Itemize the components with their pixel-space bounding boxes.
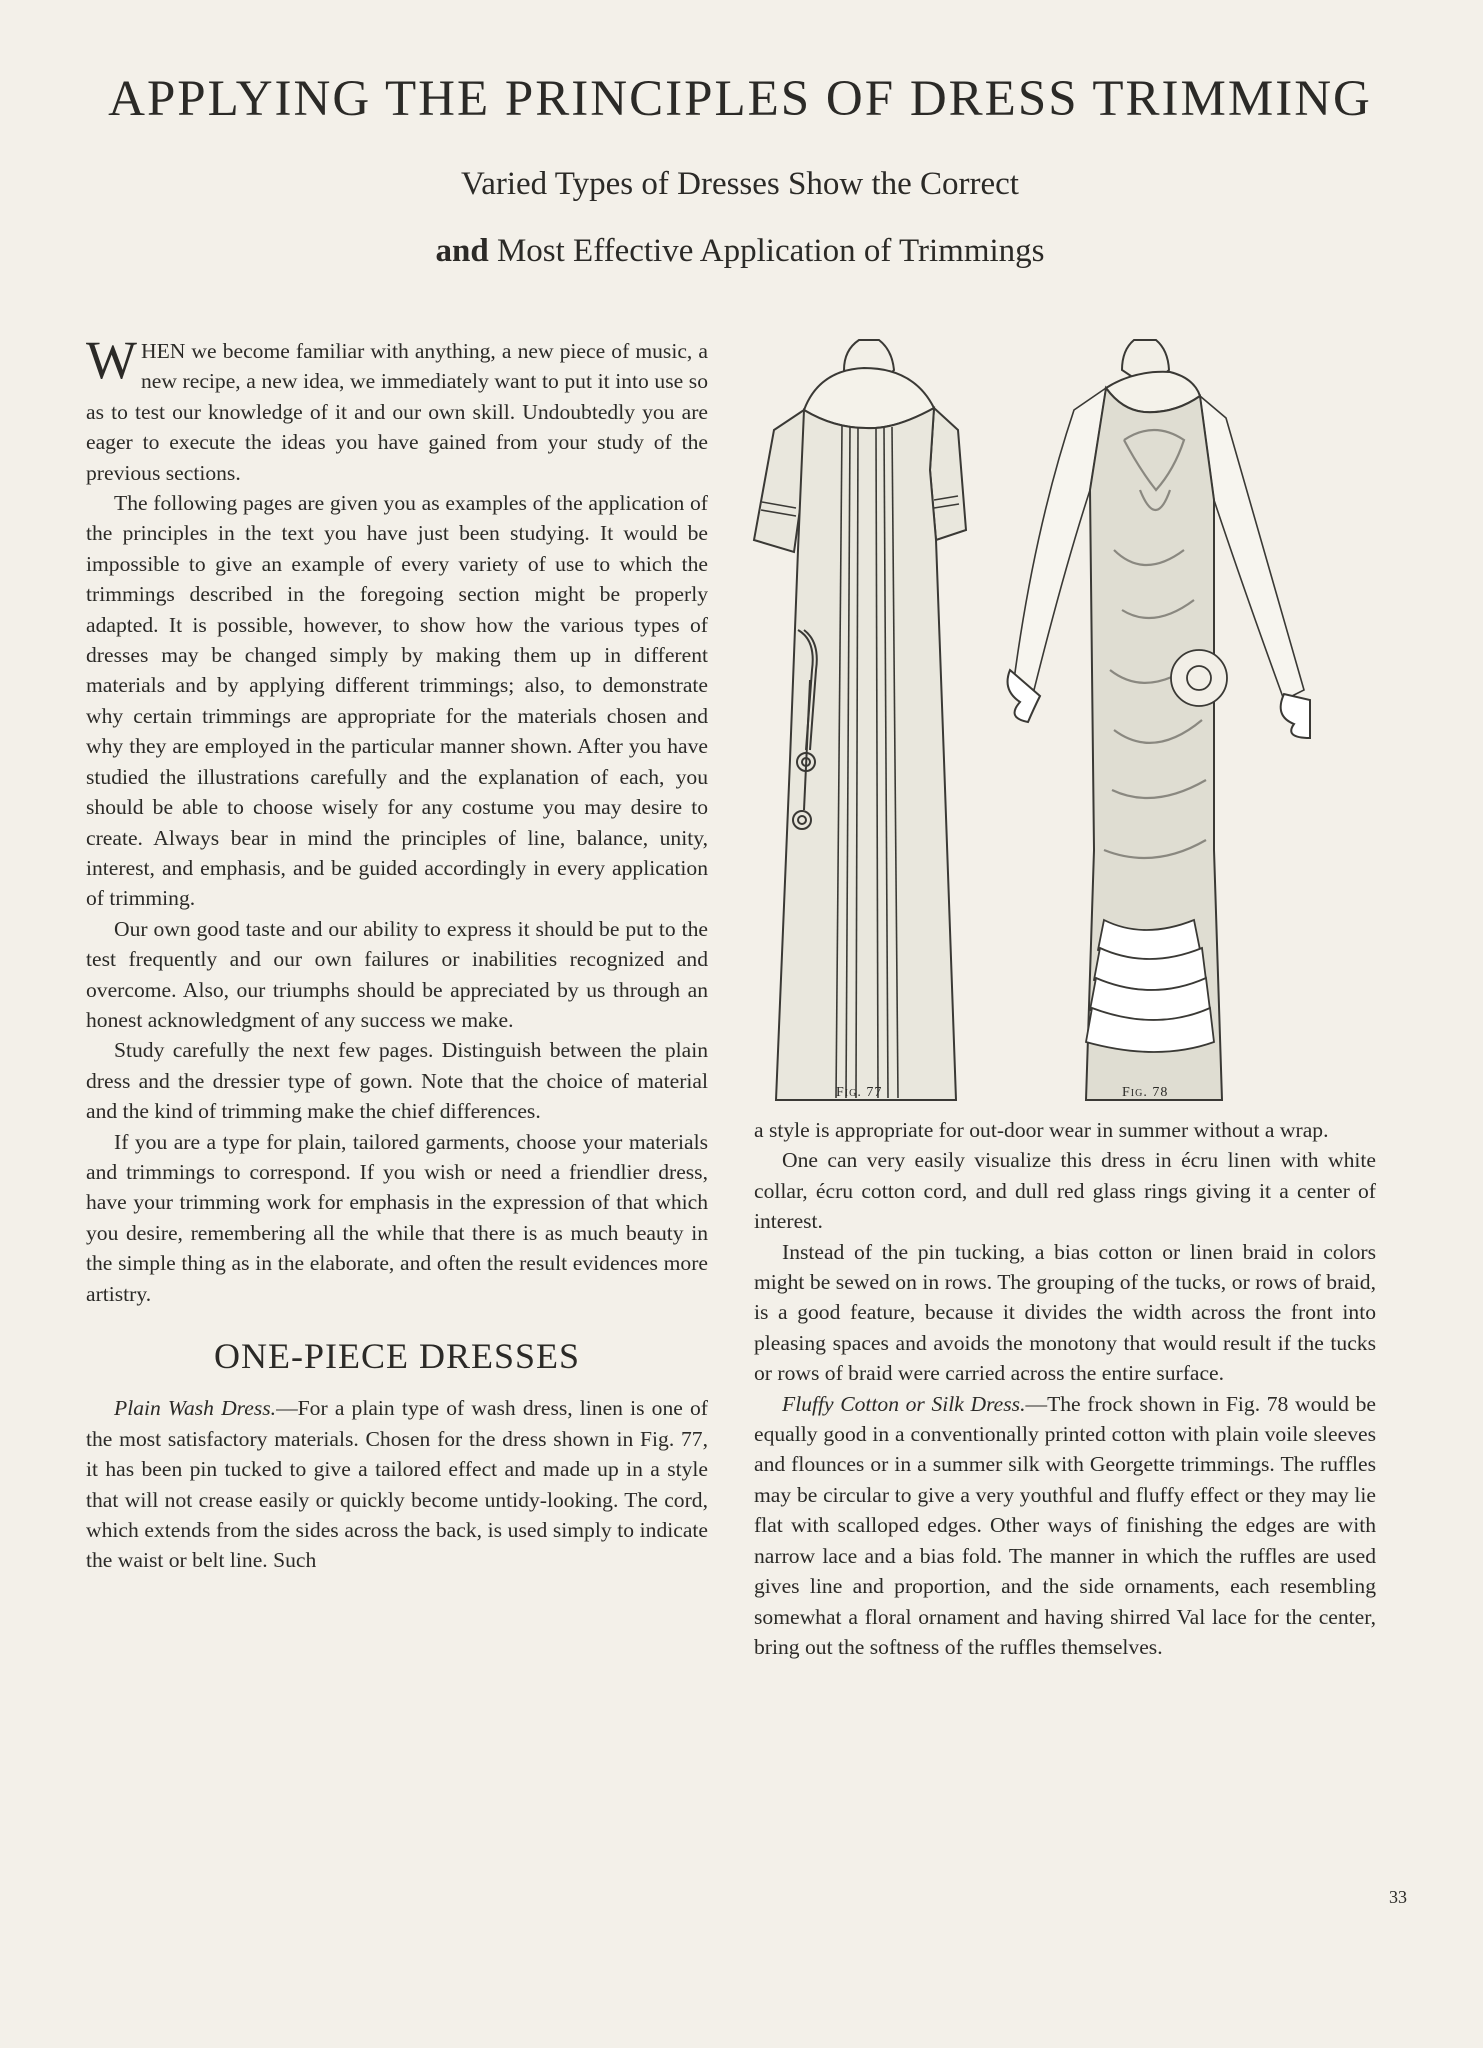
right-paragraph-2: One can very easily visualize this dress in écru linen with white collar, écru cotton cord, and dull red glass rings giving it a center of interest. xyxy=(754,1148,1376,1234)
intro-paragraph xyxy=(86,330,708,488)
page-number: 33 xyxy=(1389,1887,1407,1907)
drop-cap: W xyxy=(86,330,137,390)
right-paragraph-fluffy-dress xyxy=(754,1389,1376,1663)
paragraph-text: —For a plain type of wash dress, linen is one of the most satisfactory materials. Chosen for the dress shown in Fig. 77, it has been pin tucked to give a tailored effect and made up in a style that will not crease easily or quickly become untidy-looking. The cord, which extends from the sides across the back, is used simply to indicate the waist or belt line. Such xyxy=(86,1396,708,1573)
paragraph-3: Our own good taste and our ability to express it should be put to the test frequently and our own failures or inabilities recognized and overcome. Also, our triumphs should be appreciated by us through an honest acknowledgment of any success we make. xyxy=(86,916,708,1032)
figure-illustrations xyxy=(744,330,1404,1110)
subtitle-line-2-rest: Most Effective Application of Trimmings xyxy=(488,233,1045,269)
right-paragraph-1: a style is appropriate for out-door wear in summer without a wrap. xyxy=(754,1118,1329,1142)
figure-78-dress-illustration xyxy=(1008,340,1310,1100)
section-heading: ONE-PIECE DRESSES xyxy=(213,1336,581,1376)
figure-78-caption: Fig. 78 xyxy=(1122,1085,1169,1100)
intro-text: HEN we become familiar with anything, a new piece of music, a new recipe, a new idea, we immediately want to put it into use so as to test our knowledge of it and our own skill. Undoubtedly you are eager to execute the ideas you have gained from your study of the previous sections. xyxy=(86,339,708,485)
left-column xyxy=(86,330,708,1576)
paragraph-plain-wash-dress xyxy=(86,1393,708,1575)
run-in-heading: Plain Wash Dress. xyxy=(114,1396,277,1421)
paragraph-2: The following pages are given you as examples of the application of the principles in the text you have just been studying. It would be impossible to give an example of every variety of use to which the trimmings described in the foregoing section might be properly adapted. It is possible, however, to show how the various types of dresses may be changed simply by making them up in different materials and by applying different trimmings; also, to demonstrate why certain trimmings are appropriate for the materials chosen and why they are employed in the particular manner shown. After you have studied the illustrations carefully and the explanation of each, you should be able to choose wisely for any costume you may desire to create. Always bear in mind the principles of line, balance, unity, interest, and emphasis, and be guided accordingly in every application of trimming. xyxy=(86,491,708,911)
figure-77-caption: Fig. 77 xyxy=(836,1085,883,1100)
subtitle-line-2 xyxy=(360,233,1120,270)
subtitle-line-1: Varied Types of Dresses Show the Correct xyxy=(461,166,1019,202)
paragraph-text: —The frock shown in Fig. 78 would be equally good in a conventionally printed cotton with plain voile sleeves and flounces or in a summer silk with Georgette trimmings. The ruffles may be circular to give a very youthful and fluffy effect or they may lie flat with scalloped edges. Other ways of finishing the edges are with narrow lace and a bias fold. The manner in which the ruffles are used gives line and proportion, and the side ornaments, each resembling somewhat a floral ornament and having shirred Val lace for the center, bring out the softness of the ruffles themselves. xyxy=(754,1391,1376,1659)
page-title: APPLYING THE PRINCIPLES OF DRESS TRIMMING xyxy=(108,71,1372,127)
dress-illustrations xyxy=(744,330,1404,1110)
subtitle-bold-word: and xyxy=(435,233,489,269)
right-paragraph-3: Instead of the pin tucking, a bias cotton or linen braid in colors might be sewed on in rows. The grouping of the tucks, or rows of braid, is a good feature, because it divides the width across the front into pleasing spaces and avoids the monotony that would result if the tucks or rows of braid were carried across the entire surface. xyxy=(754,1239,1376,1386)
paragraph-4: Study carefully the next few pages. Distinguish between the plain dress and the dressier type of gown. Note that the choice of material and the kind of trimming make the chief differences. xyxy=(86,1038,708,1124)
run-in-heading: Fluffy Cotton or Silk Dress. xyxy=(782,1391,1026,1416)
right-column xyxy=(754,1115,1376,1662)
paragraph-5: If you are a type for plain, tailored garments, choose your materials and trimmings to correspond. If you wish or need a friendlier dress, have your trimming work for emphasis in the expression of that which you desire, remembering all the while that there is as much beauty in the simple thing as in the elaborate, and often the result evidences more artistry. xyxy=(86,1129,708,1306)
figure-77-dress-illustration xyxy=(754,340,966,1100)
